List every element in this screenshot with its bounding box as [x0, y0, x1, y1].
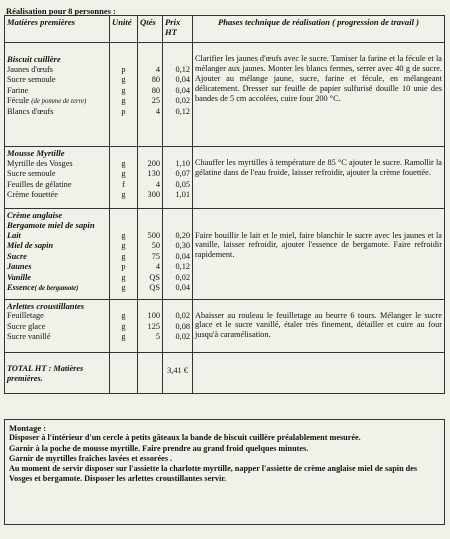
ingredient-name: Sucre vanillé	[7, 332, 51, 341]
header-ingredients: Matières premières	[5, 16, 110, 43]
section-title: Crème anglaise	[7, 209, 63, 220]
ingredient-name: Sucre glace	[7, 321, 46, 331]
recipe-table	[4, 15, 445, 394]
price-cell: 0,20 0,30 0,04 0,12 0,02 0,04	[163, 208, 193, 299]
ingredient-name: Farine	[7, 85, 29, 95]
qty-cell: 4 80 80 25 4	[138, 43, 163, 147]
ingredient-name: Sucre semoule	[7, 169, 56, 178]
table-header-row	[5, 16, 445, 43]
price-cell: 0,02 0,08 0,02	[163, 299, 193, 352]
total-row	[5, 352, 445, 393]
phase-description: Faire bouillir le lait et le miel, faire blanchir le sucre avec les jaunes et la vanille, laisser refroidir, ajouter l'essence de bergamote. Faire refroidir rapidement.	[193, 208, 445, 299]
ingredient-name: Myrtille des Vosges	[7, 158, 73, 168]
montage-step: Garnir de myrtilles fraîches lavées et essorées .	[9, 453, 173, 463]
section-arlettes	[5, 299, 445, 352]
total-label: TOTAL HT : Matières premières.	[5, 352, 110, 393]
montage-step: Disposer à l'intérieur d'un cercle à petits gâteaux la bande de biscuit cuillère préalablement mesurée.	[9, 433, 361, 443]
qty-cell: 500 50 75 4 QS QS	[138, 208, 163, 299]
phase-description: Clarifier les jaunes d'œufs avec le sucre. Tamiser la farine et la fécule et la mélanger aux jaunes. Monter les blancs fermes, serrer avec 40 g de sucre. Ajouter au mélange jaune, sucre, farine et fécule, en mélangeant délicatement. Dresser sur feuille de papier sulfurisé douille 10 unie des bandes de 5 cm accolées, cuire four 200 °C.	[193, 43, 445, 147]
price-cell: 0,12 0,04 0,04 0,02 0,12	[163, 43, 193, 147]
qty-cell: 100 125 5	[138, 299, 163, 352]
ingredient-name: Jaunes d'œufs	[7, 64, 53, 74]
unit-cell: g g f g	[110, 147, 138, 209]
section-title: Biscuit cuillère	[7, 54, 61, 64]
ingredient-note: (de pomme de terre)	[31, 98, 87, 105]
ingredient-name: Crème fouettée	[7, 190, 58, 199]
section-ingredients-cell	[5, 208, 110, 299]
ingredient-name: Vanille	[7, 272, 31, 282]
unit-cell: g g g p g g	[110, 208, 138, 299]
section-ingredients-cell	[5, 43, 110, 147]
montage-box	[4, 419, 445, 525]
price-cell: 1,10 0,07 0,05 1,01	[163, 147, 193, 209]
section-title: Mousse Myrtille	[7, 148, 65, 158]
section-title: Arlettes croustillantes	[7, 300, 85, 311]
section-creme	[5, 208, 445, 299]
unit-cell: g g g	[110, 299, 138, 352]
ingredient-name: Sucre semoule	[7, 75, 56, 84]
header-price: Prix HT	[163, 16, 193, 43]
ingredient-name: Essence( de bergamote)	[7, 283, 79, 292]
ingredient-name: Feuilles de gélatine	[7, 179, 72, 189]
ingredient-name: Lait	[7, 230, 21, 240]
header-qty: Qtés	[138, 16, 163, 43]
montage-step: Au moment de servir disposer sur l'assiette la charlotte myrtille, napper l'assiette de crème anglaise miel de sapin des Vosges et bergamote. Disposer les arlettes croustillantes servir.	[9, 464, 418, 484]
ingredient-note: ( de bergamote)	[34, 285, 79, 292]
ingredient-name: Sucre	[7, 251, 27, 261]
unit-cell: p g g g p	[110, 43, 138, 147]
ingredient-name: Fécule (de pomme de terre)	[7, 96, 87, 105]
ingredient-name: Feuilletage	[7, 311, 44, 320]
phase-description: Abaisser au rouleau le feuilletage au beurre 6 tours. Mélanger le sucre glace et le sucre vanillé, étaler très finement, détailler et cuire au four jusqu'à caramélisation.	[193, 299, 445, 352]
header-phases: Phases technique de réalisation ( progression de travail )	[193, 16, 445, 43]
section-ingredients-cell	[5, 147, 110, 209]
ingredient-name: Miel de sapin	[7, 241, 54, 250]
section-ingredients-cell	[5, 299, 110, 352]
section-mousse	[5, 147, 445, 209]
total-value: 3,41 €	[163, 352, 193, 393]
ingredient-name: Jaunes	[7, 262, 32, 271]
qty-cell: 200 130 4 300	[138, 147, 163, 209]
section-subtitle: Bergamote miel de sapin	[7, 220, 95, 230]
montage-title: Montage :	[9, 423, 47, 433]
page-title: Réalisation pour 8 personnes :	[6, 6, 116, 16]
phase-description: Chauffer les myrtilles à température de 85 °C ajouter le sucre. Ramollir la gélatine dans de l'eau froide, laisser refroidir, ajouter la crème fouettée.	[193, 147, 445, 209]
section-biscuit	[5, 43, 445, 147]
header-unit: Unité	[110, 16, 138, 43]
montage-step: Garnir à la poche de mousse myrtille. Faire prendre au grand froid quelques minutes.	[9, 443, 309, 453]
ingredient-name: Blancs d'œufs	[7, 106, 54, 116]
